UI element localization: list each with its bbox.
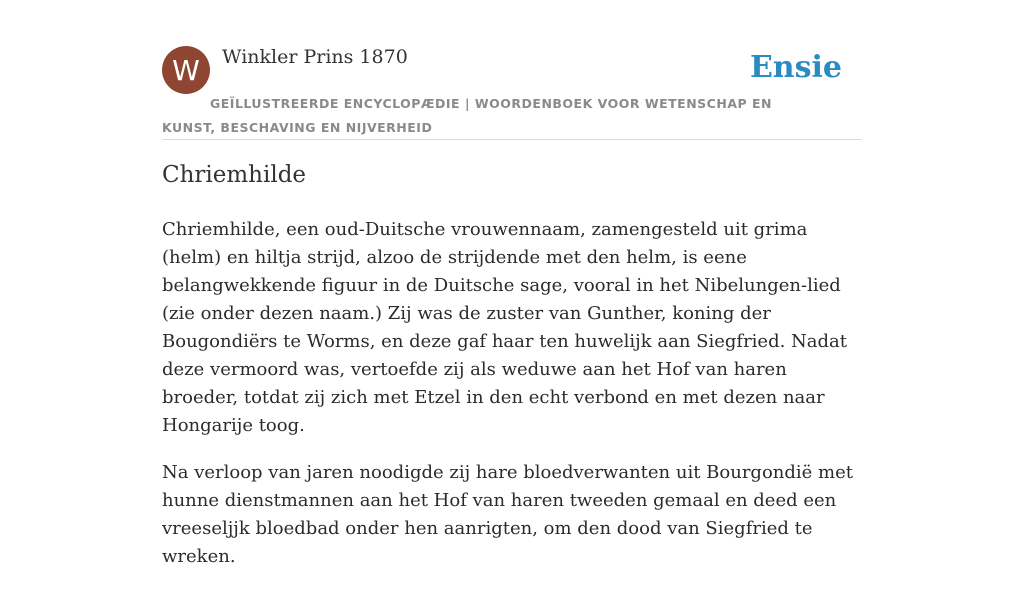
- article-paragraph: Na verloop van jaren noodigde zij hare bloedverwanten uit Bourgondië met hunne dienstmannen aan het Hof van haren tweeden gemaal en deed een vreeseljjk bloedbad onder hen aanrigten, om den dood van Siegfried te wreken.: [162, 462, 853, 567]
- brand-logo[interactable]: Ensie: [749, 50, 842, 85]
- article-paragraph: Chriemhilde, een oud-Duitsche vrouwennaam, zamengesteld uit grima (helm) en hiltja strijd, alzoo de strijdende met den helm, is eene belangwekkende figuur in de Duitsche sage, vooral in het Nibelungen-lied (zie onder dezen naam.) Zij was de zuster van Gunther, koning der Bougondiërs te Worms, en deze gaf haar ten huwelijk aan Siegfried. Nadat deze vermoord was, vertoefde zij als weduwe aan het Hof van haren broeder, totdat zij zich met Etzel in den echt verbond en met dezen naar Hongarije toog.: [162, 219, 848, 436]
- article-body: [162, 216, 862, 590]
- source-avatar[interactable]: W: [162, 46, 210, 94]
- header-divider: [162, 139, 862, 140]
- source-subtitle: GEÏLLUSTREERDE ENCYCLOPÆDIE | WOORDENBOEK VOOR WETENSCHAP EN KUNST, BESCHAVING EN NIJVERHEID: [162, 96, 773, 135]
- source-title[interactable]: Winkler Prins 1870: [222, 46, 408, 68]
- article-title: Chriemhilde: [162, 162, 307, 188]
